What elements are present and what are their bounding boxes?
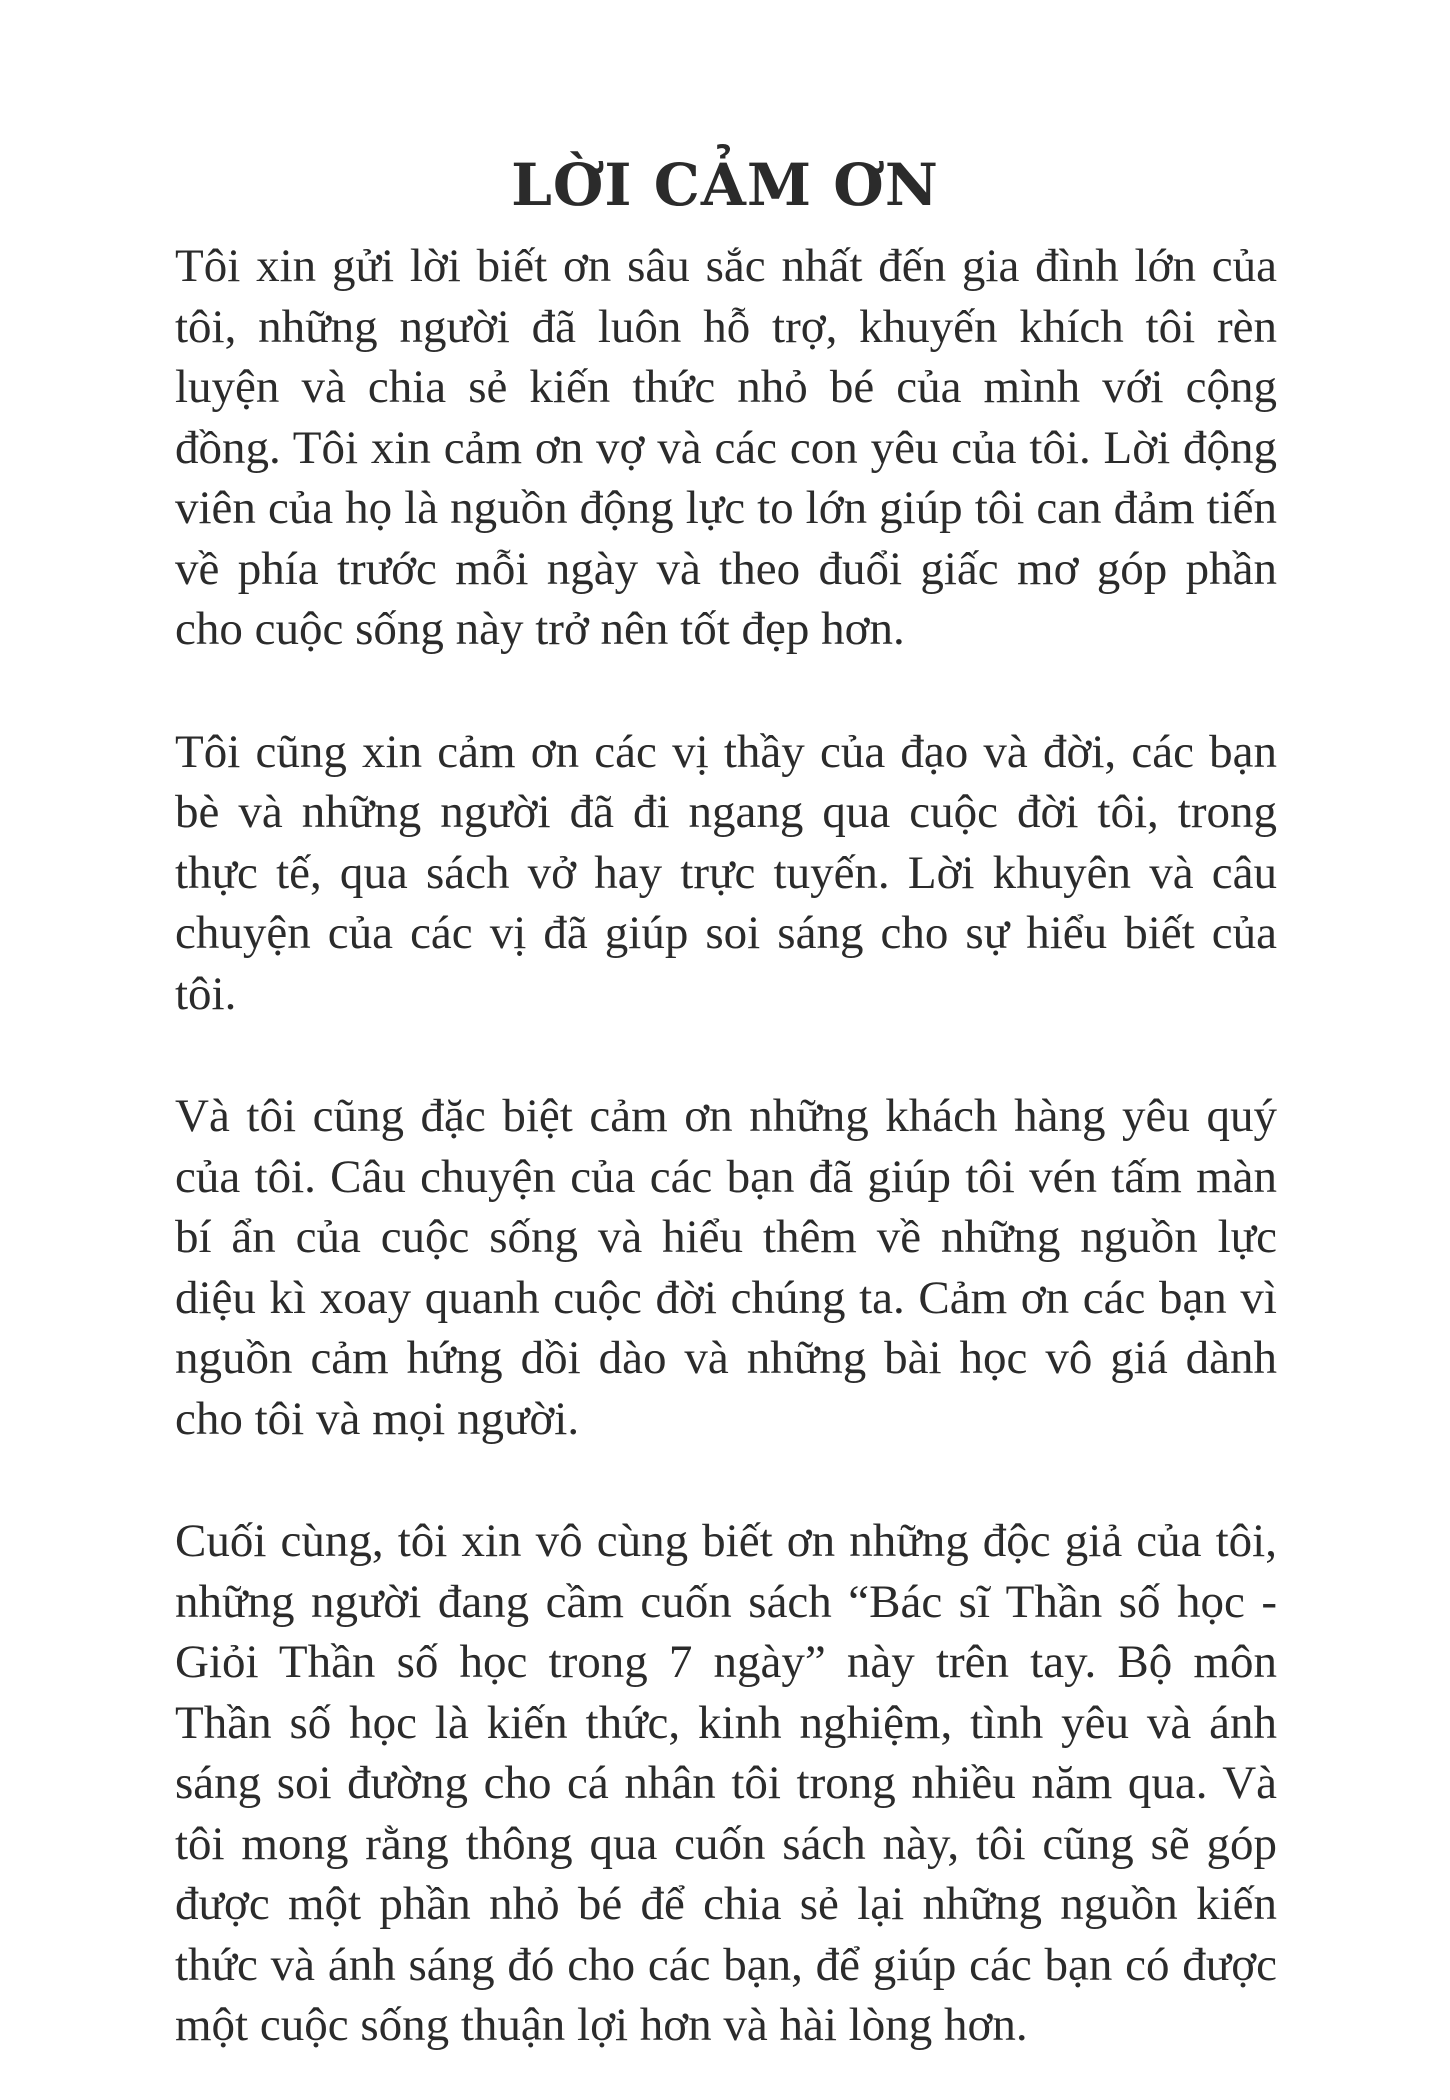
paragraph-readers: Cuối cùng, tôi xin vô cùng biết ơn những độc giả của tôi, những người đang cầm cuốn sách “Bác sĩ Thần số học - Giỏi Thần số học trong 7 ngày” này trên tay. Bộ môn Thần số học là kiến thức, kinh nghiệm, tình yêu và ánh sáng soi đường cho cá nhân tôi trong nhiều năm qua. Và tôi mong rằng thông qua cuốn sách này, tôi cũng sẽ góp được một phần nhỏ bé để chia sẻ lại những nguồn kiến thức và ánh sáng đó cho các bạn, để giúp các bạn có được một cuộc sống thuận lợi hơn và hài lòng hơn. — [175, 1515, 1277, 2051]
paragraph-clients: Và tôi cũng đặc biệt cảm ơn những khách hàng yêu quý của tôi. Câu chuyện của các bạn đã giúp tôi vén tấm màn bí ẩn của cuộc sống và hiểu thêm về những nguồn lực diệu kì xoay quanh cuộc đời chúng ta. Cảm ơn các bạn vì nguồn cảm hứng dồi dào và những bài học vô giá dành cho tôi và mọi người. — [175, 1090, 1277, 1445]
acknowledgement-body — [175, 236, 1277, 2056]
paragraph-teachers: Tôi cũng xin cảm ơn các vị thầy của đạo và đời, các bạn bè và những người đã đi ngang qua cuộc đời tôi, trong thực tế, qua sách vở hay trực tuyến. Lời khuyên và câu chuyện của các vị đã giúp soi sáng cho sự hiểu biết của tôi. — [175, 725, 1277, 1020]
paragraph-family: Tôi xin gửi lời biết ơn sâu sắc nhất đến gia đình lớn của tôi, những người đã luôn hỗ trợ, khuyến khích tôi rèn luyện và chia sẻ kiến thức nhỏ bé của mình với cộng đồng. Tôi xin cảm ơn vợ và các con yêu của tôi. Lời động viên của họ là nguồn động lực to lớn giúp tôi can đảm tiến về phía trước mỗi ngày và theo đuổi giấc mơ góp phần cho cuộc sống này trở nên tốt đẹp hơn. — [175, 240, 1277, 655]
page-title: LỜI CẢM ƠN — [511, 151, 939, 219]
